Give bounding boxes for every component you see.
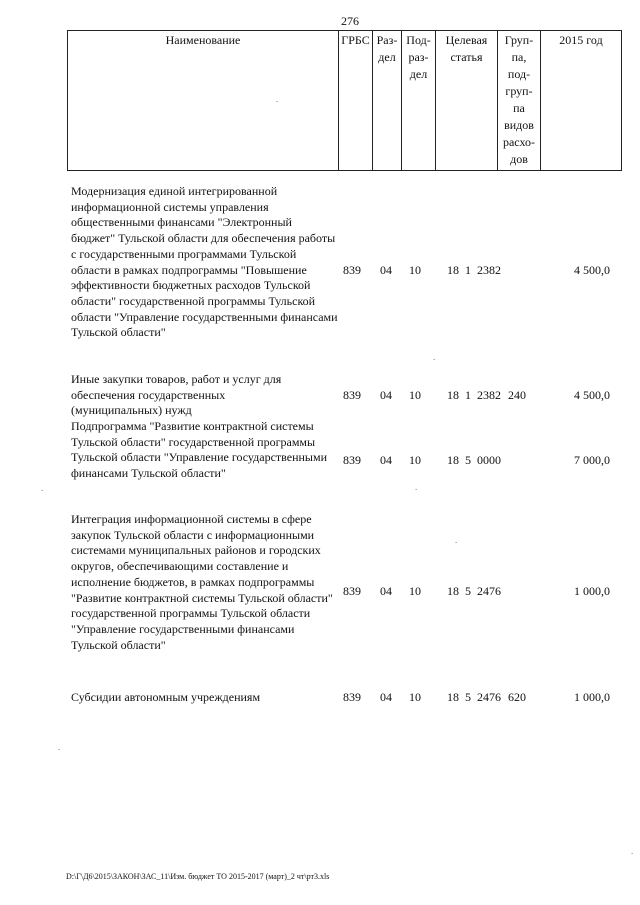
page-number: 276 bbox=[341, 14, 359, 28]
row-target: 18 5 2476 bbox=[447, 690, 501, 704]
scan-speck: . bbox=[415, 482, 418, 492]
row-name: Субсидии автономным учреждениям bbox=[71, 690, 261, 704]
row-target: 18 1 2382 bbox=[447, 263, 501, 277]
row-grbs: 839 bbox=[343, 453, 361, 467]
row-podrazdel: 10 bbox=[409, 263, 421, 277]
scan-speck: . bbox=[455, 535, 458, 545]
row-podrazdel: 10 bbox=[409, 690, 421, 704]
scan-speck: . bbox=[41, 483, 44, 493]
header-year: 2015 год bbox=[541, 30, 622, 171]
row-podrazdel: 10 bbox=[409, 584, 421, 598]
row-amount: 1 000,0 bbox=[574, 584, 610, 598]
scan-speck: . bbox=[58, 742, 61, 752]
row-grbs: 839 bbox=[343, 388, 361, 402]
row-name: Интеграция информационной системы в сфере закупок Тульской области с информационными системами муниципальных районов и городских округов, обеспечивающими составление и исполнение бюджетов, в рамках подпрограммы "Развитие контрактной системы Тульской области" государственной программы Тульской области "Управление государственными финансами Тульской области" bbox=[71, 512, 333, 652]
row-razdel: 04 bbox=[380, 453, 392, 467]
row-podrazdel: 10 bbox=[409, 388, 421, 402]
row-grbs: 839 bbox=[343, 584, 361, 598]
row-amount: 4 500,0 bbox=[574, 263, 610, 277]
row-group: 620 bbox=[508, 690, 526, 704]
row-group: 240 bbox=[508, 388, 526, 402]
row-name: Подпрограмма "Развитие контрактной системы Тульской области" государственной программы Тульской области "Управление государственными финансами Тульской области" bbox=[71, 419, 328, 481]
row-name: Модернизация единой интегрированной информационной системы управления общественными финансами "Электронный бюджет" Тульской области для обеспечения работы с государственными программами Тульской области в рамках подпрограммы "Повышение эффективности бюджетных расходов Тульской области" государственной программы Тульской области "Управление государственными финансами Тульской области" bbox=[71, 184, 338, 340]
scan-speck: . bbox=[276, 94, 279, 104]
row-grbs: 839 bbox=[343, 690, 361, 704]
row-razdel: 04 bbox=[380, 584, 392, 598]
row-grbs: 839 bbox=[343, 263, 361, 277]
row-podrazdel: 10 bbox=[409, 453, 421, 467]
row-name: Иные закупки товаров, работ и услуг для обеспечения государственных (муниципальных) нужд bbox=[71, 372, 282, 418]
row-amount: 1 000,0 bbox=[574, 690, 610, 704]
header-grbs: ГРБС bbox=[339, 30, 373, 171]
header-group: Груп- па, под- груп- па видов расхо- дов bbox=[498, 30, 541, 171]
row-target: 18 5 0000 bbox=[447, 453, 501, 467]
row-razdel: 04 bbox=[380, 263, 392, 277]
header-name: Наименование bbox=[67, 30, 339, 171]
scan-speck: . bbox=[433, 352, 436, 362]
footer-file-path: D:\Г\Д6\2015\ЗАКОН\ЗАС_11\Изм. бюджет ТО 2015-2017 (март)_2 чт\рт3.xls bbox=[66, 872, 330, 881]
row-amount: 7 000,0 bbox=[574, 453, 610, 467]
row-razdel: 04 bbox=[380, 388, 392, 402]
header-podrazdel: Под- раз- дел bbox=[402, 30, 436, 171]
row-amount: 4 500,0 bbox=[574, 388, 610, 402]
header-target: Целевая статья bbox=[436, 30, 498, 171]
scan-speck: . bbox=[631, 846, 634, 856]
row-target: 18 5 2476 bbox=[447, 584, 501, 598]
row-razdel: 04 bbox=[380, 690, 392, 704]
header-razdel: Раз- дел bbox=[373, 30, 402, 171]
row-target: 18 1 2382 bbox=[447, 388, 501, 402]
